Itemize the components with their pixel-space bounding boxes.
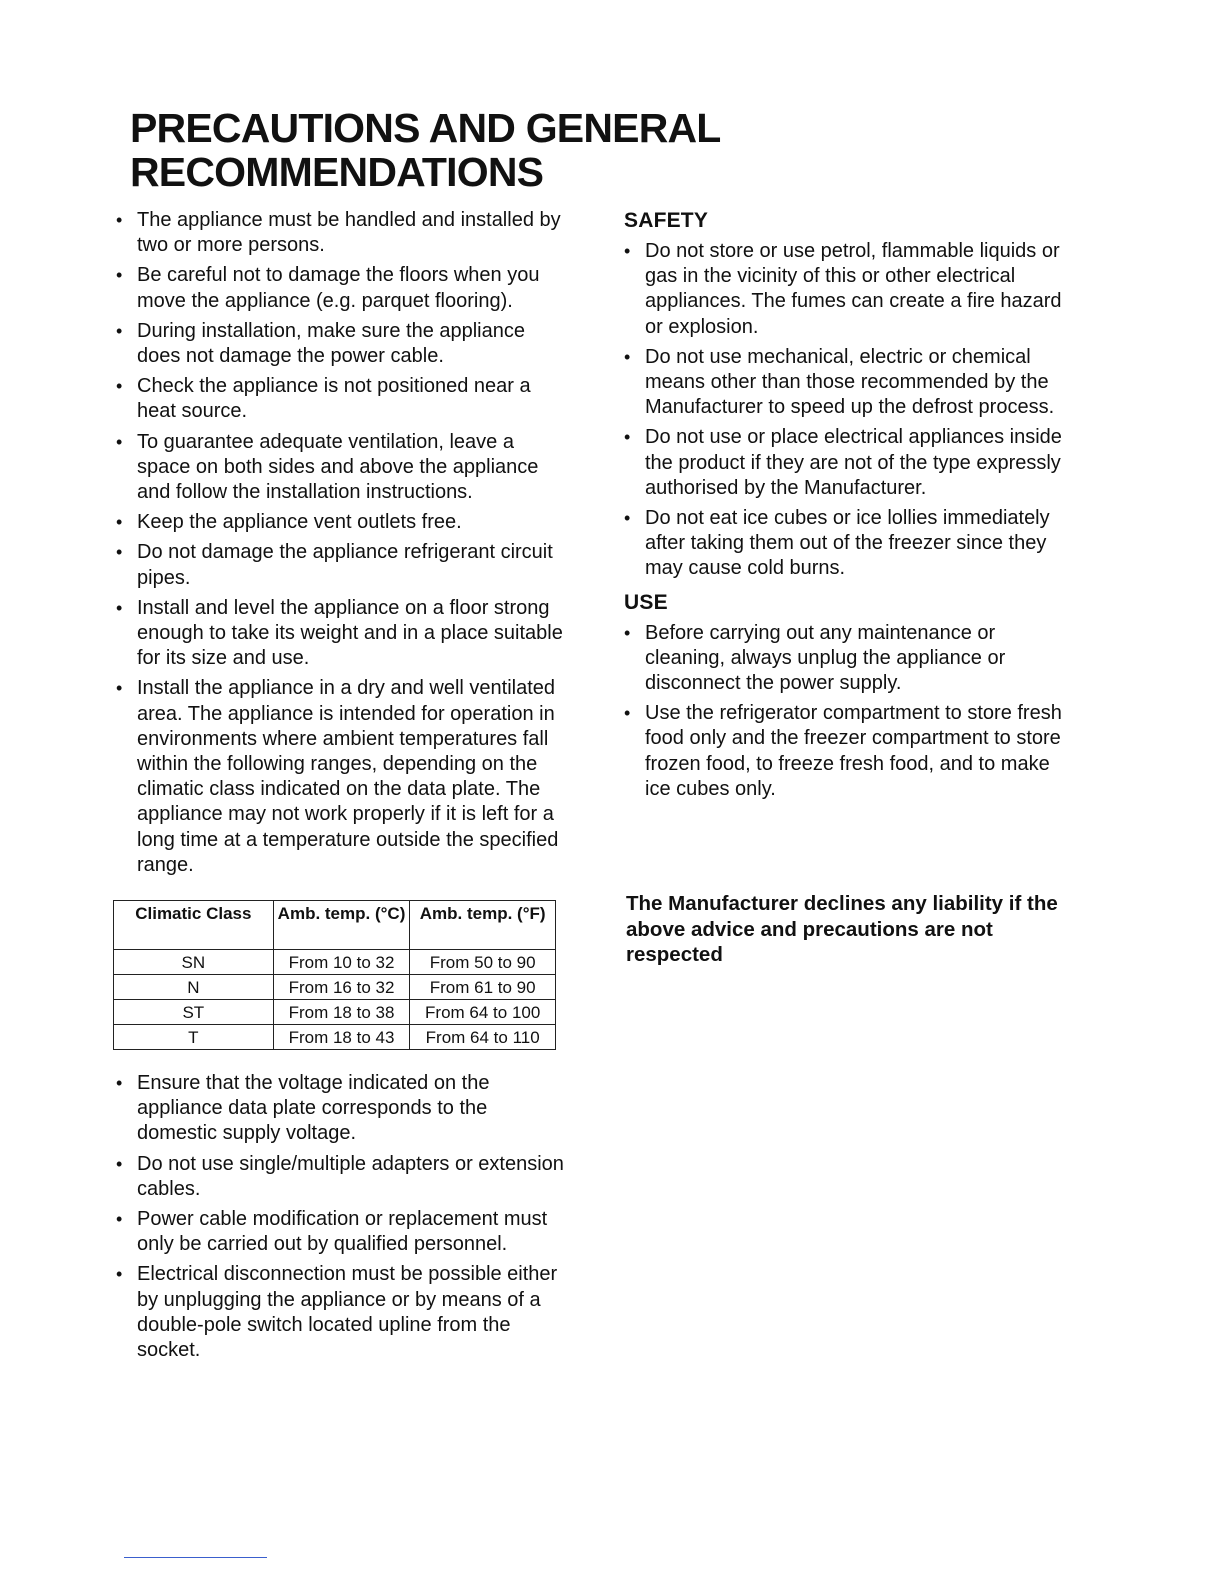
table-cell: ST xyxy=(114,1000,274,1025)
list-item: • During installation, make sure the appliance does not damage the power cable. xyxy=(116,319,566,369)
table-cell: From 10 to 32 xyxy=(273,950,410,975)
table-cell: From 18 to 38 xyxy=(273,1000,410,1025)
table-cell: From 50 to 90 xyxy=(410,950,556,975)
left-column-bottom xyxy=(116,1071,566,1368)
list-item: • Do not use single/multiple adapters or extension cables. xyxy=(116,1152,566,1202)
table-row xyxy=(114,1025,556,1050)
climatic-class-table xyxy=(113,900,556,1050)
table-cell: From 61 to 90 xyxy=(410,975,556,1000)
table-cell: From 64 to 100 xyxy=(410,1000,556,1025)
column-header-climatic-class: Climatic Class xyxy=(114,901,274,950)
list-item: • Be careful not to damage the floors when you move the appliance (e.g. parquet flooring). xyxy=(116,263,566,313)
table-row xyxy=(114,950,556,975)
list-item: • The appliance must be handled and installed by two or more persons. xyxy=(116,208,566,258)
list-item: • Do not eat ice cubes or ice lollies immediately after taking them out of the freezer since they may cause cold burns. xyxy=(624,506,1074,582)
table-cell: From 64 to 110 xyxy=(410,1025,556,1050)
table-cell: T xyxy=(114,1025,274,1050)
list-item: • To guarantee adequate ventilation, leave a space on both sides and above the appliance and follow the installation instructions. xyxy=(116,430,566,506)
table-row xyxy=(114,975,556,1000)
list-item: • Electrical disconnection must be possible either by unplugging the appliance or by means of a double-pole switch located upline from the socket. xyxy=(116,1262,566,1363)
footer-divider xyxy=(124,1557,267,1558)
liability-disclaimer: The Manufacturer declines any liability if the above advice and precautions are not respected xyxy=(626,892,1058,966)
table-header-row xyxy=(114,901,556,950)
list-item: • Do not store or use petrol, flammable liquids or gas in the vicinity of this or other electrical appliances. The fumes can create a fire hazard or explosion. xyxy=(624,239,1074,340)
list-item: • Do not damage the appliance refrigerant circuit pipes. xyxy=(116,540,566,590)
list-item: • Install and level the appliance on a floor strong enough to take its weight and in a place suitable for its size and use. xyxy=(116,596,566,672)
list-item: • Install the appliance in a dry and well ventilated area. The appliance is intended for operation in environments where ambient temperatures fall within the following ranges, depending on the climatic class indicated on the data plate. The appliance may not work properly if it is left for a long time at a temperature outside the specified range. xyxy=(116,676,566,878)
use-list xyxy=(624,621,1074,802)
table-row xyxy=(114,1000,556,1025)
list-item: • Before carrying out any maintenance or cleaning, always unplug the appliance or disconnect the power supply. xyxy=(624,621,1074,697)
safety-heading: SAFETY xyxy=(624,209,709,232)
list-item: • Do not use mechanical, electric or chemical means other than those recommended by the Manufacturer to speed up the defrost process. xyxy=(624,345,1074,421)
table-cell: From 18 to 43 xyxy=(273,1025,410,1050)
precautions-list xyxy=(116,208,566,878)
right-column xyxy=(624,208,1074,807)
use-heading: USE xyxy=(624,590,668,614)
table-cell: SN xyxy=(114,950,274,975)
left-column-top xyxy=(116,208,566,883)
list-item: • Do not use or place electrical appliances inside the product if they are not of the type expressly authorised by the Manufacturer. xyxy=(624,425,1074,501)
list-item: • Power cable modification or replacement must only be carried out by qualified personnel. xyxy=(116,1207,566,1257)
safety-list xyxy=(624,239,1074,582)
table-cell: N xyxy=(114,975,274,1000)
page-title-line-2: RECOMMENDATIONS xyxy=(130,149,544,195)
column-header-temp-f: Amb. temp. (°F) xyxy=(410,901,556,950)
page-title xyxy=(130,106,890,194)
list-item: • Check the appliance is not positioned near a heat source. xyxy=(116,374,566,424)
list-item: • Use the refrigerator compartment to store fresh food only and the freezer compartment to store frozen food, to freeze fresh food, and to make ice cubes only. xyxy=(624,701,1074,802)
electrical-list xyxy=(116,1071,566,1363)
table-cell: From 16 to 32 xyxy=(273,975,410,1000)
list-item: • Ensure that the voltage indicated on the appliance data plate corresponds to the domestic supply voltage. xyxy=(116,1071,566,1147)
page-title-line-1: PRECAUTIONS AND GENERAL xyxy=(130,105,721,151)
list-item: • Keep the appliance vent outlets free. xyxy=(116,510,566,535)
column-header-temp-c: Amb. temp. (°C) xyxy=(273,901,410,950)
